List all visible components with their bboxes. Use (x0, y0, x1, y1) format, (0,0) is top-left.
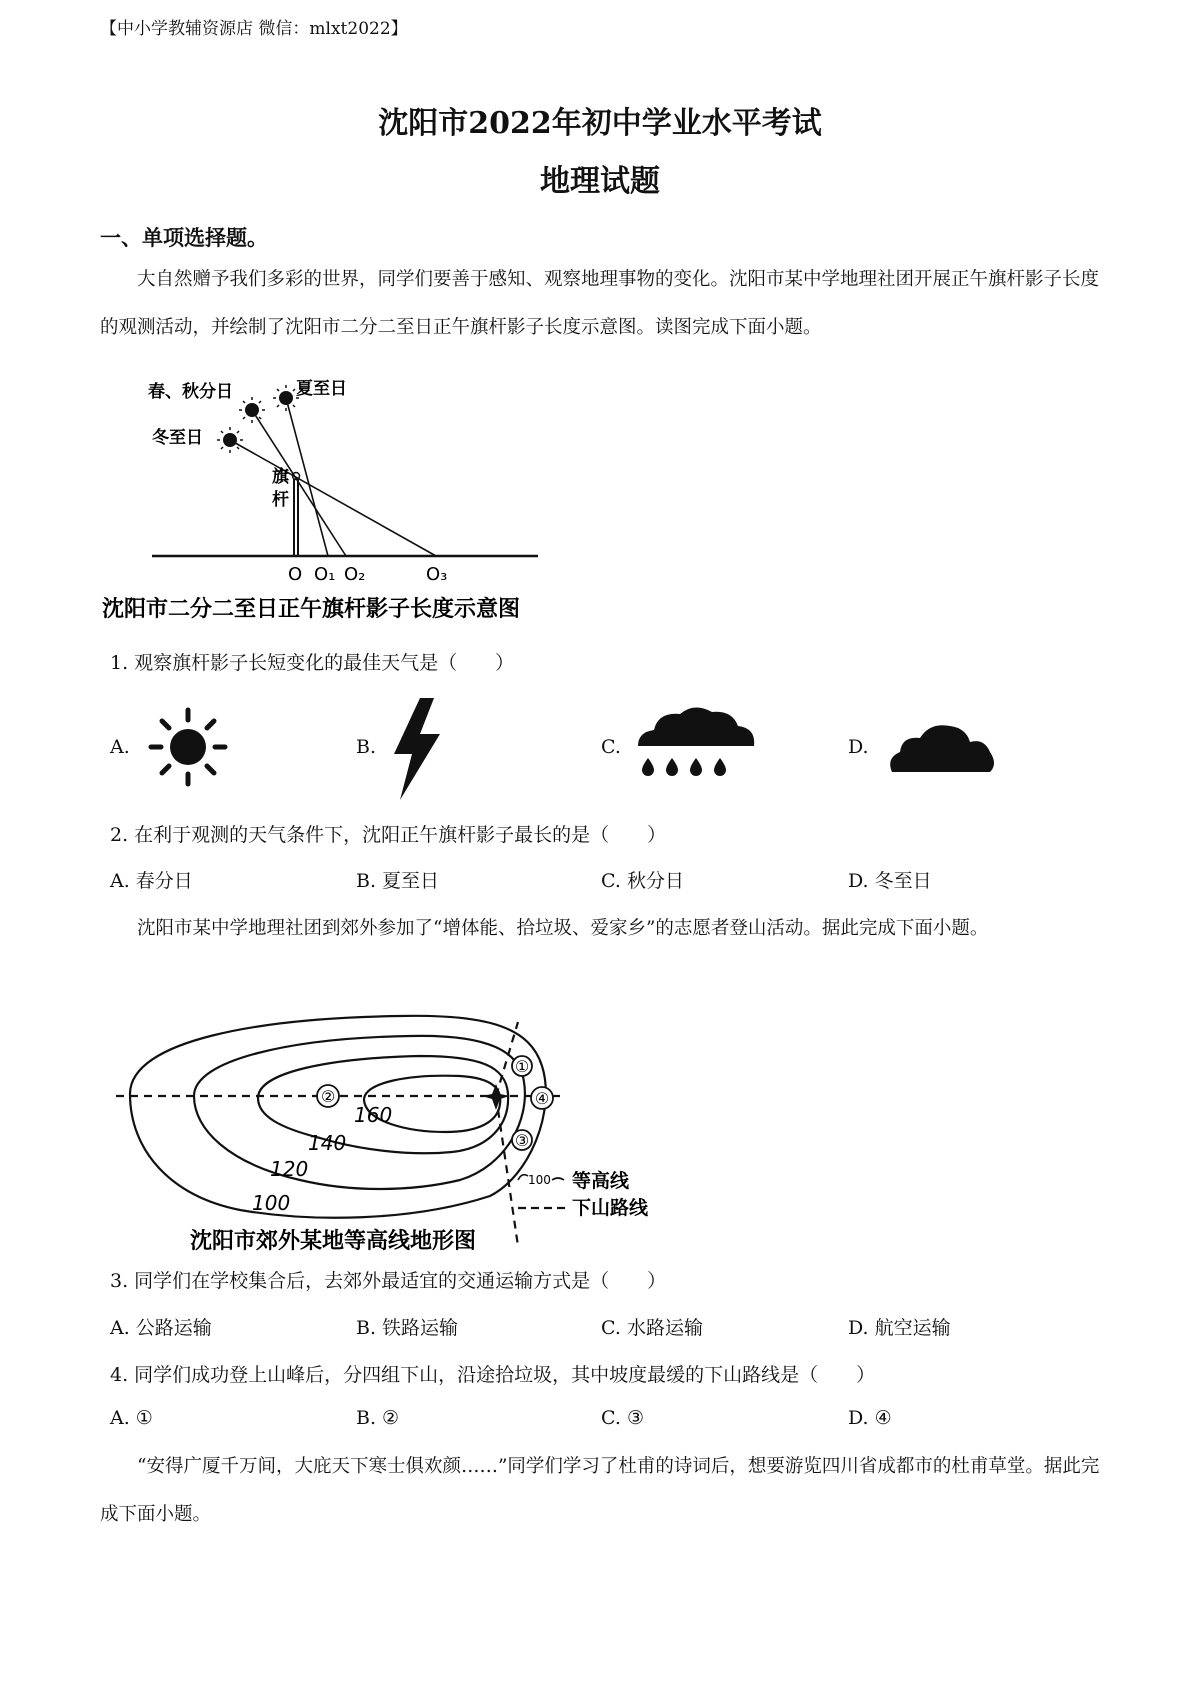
route-marker-1 (512, 1056, 532, 1076)
q2-option-b: B. 夏至日 (356, 870, 440, 892)
q3-option-a: A. 公路运输 (110, 1317, 212, 1339)
contour-lines (130, 1016, 546, 1218)
svg-text:①: ① (514, 1057, 530, 1076)
label-o3: O₃ (426, 564, 448, 585)
question-4: 4. 同学们成功登上山峰后，分四组下山，沿途拾垃圾，其中坡度最缓的下山路线是（ ） (110, 1364, 876, 1386)
route-marker-4 (531, 1087, 553, 1109)
sun-icon (145, 704, 231, 790)
label-winter: 冬至日 (152, 428, 203, 448)
intro-paragraph-2: 沈阳市某中学地理社团到郊外参加了“增体能、拾垃圾、爱家乡”的志愿者登山活动。据此完成下面小题。 (137, 918, 989, 939)
q1-option-b-label: B. (356, 736, 377, 758)
question-1: 1. 观察旗杆影子长短变化的最佳天气是（ ） (110, 652, 515, 674)
contour-label-120: 120 (270, 1157, 309, 1181)
figure1-caption: 沈阳市二分二至日正午旗杆影子长度示意图 (102, 597, 521, 622)
q3-option-c: C. 水路运输 (601, 1317, 703, 1339)
label-o: O (288, 564, 303, 585)
route-marker-3 (512, 1130, 532, 1150)
legend (518, 1169, 649, 1219)
legend-contour-sample: 100 (528, 1173, 551, 1187)
svg-text:③: ③ (514, 1131, 530, 1150)
flagpole (293, 473, 300, 557)
label-o2: O₂ (344, 564, 366, 585)
figure2-caption: 沈阳市郊外某地等高线地形图 (190, 1229, 477, 1254)
legend-route-label: 下山路线 (572, 1197, 649, 1219)
q4-option-b: B. ② (356, 1407, 400, 1429)
peak-icon (482, 1084, 510, 1110)
exam-title: 沈阳市2022年初中学业水平考试 (378, 106, 822, 141)
sun-equinox-icon (239, 397, 265, 423)
label-pole-1: 旗 (272, 467, 289, 487)
contour-map-figure (110, 1000, 710, 1260)
q1-option-a-label: A. (110, 736, 130, 758)
q1-option-d-label: D. (848, 736, 869, 758)
sun-winter-icon (217, 427, 243, 453)
lightning-icon (388, 696, 448, 802)
contour-label-140: 140 (308, 1131, 347, 1155)
intro-paragraph-3: “安得广厦千万间，大庇天下寒士俱欢颜……”同学们学习了杜甫的诗词后，想要游览四川省成都市的杜甫草堂。据此完成下面小题。 (100, 1456, 1100, 1525)
label-pole-2: 杆 (272, 490, 289, 510)
q2-option-d: D. 冬至日 (848, 870, 932, 892)
q1-option-c-label: C. (601, 736, 621, 758)
q4-options (110, 1407, 1090, 1437)
q3-options (110, 1313, 1090, 1343)
legend-contour-label: 等高线 (572, 1170, 630, 1192)
exam-subtitle: 地理试题 (540, 164, 660, 199)
label-summer: 夏至日 (296, 379, 347, 399)
q2-option-a: A. 春分日 (110, 870, 193, 892)
q2-option-c: C. 秋分日 (601, 870, 684, 892)
cloud-icon (886, 720, 998, 778)
question-3: 3. 同学们在学校集合后，去郊外最适宜的交通运输方式是（ ） (110, 1270, 667, 1292)
section-heading: 一、单项选择题。 (100, 225, 268, 250)
svg-text:②: ② (320, 1087, 336, 1106)
q3-option-d: D. 航空运输 (848, 1317, 951, 1339)
label-equinox: 春、秋分日 (148, 382, 233, 402)
contour-label-160: 160 (354, 1103, 393, 1127)
q4-option-d: D. ④ (848, 1407, 892, 1429)
q3-option-b: B. 铁路运输 (356, 1317, 459, 1339)
route-marker-2 (317, 1085, 339, 1107)
label-o1: O₁ (314, 564, 336, 585)
question-2: 2. 在利于观测的天气条件下，沈阳正午旗杆影子最长的是（ ） (110, 824, 667, 846)
q2-options (110, 866, 1090, 896)
svg-text:④: ④ (534, 1089, 550, 1108)
intro-paragraph-1: 大自然赠予我们多彩的世界，同学们要善于感知、观察地理事物的变化。沈阳市某中学地理社团开展正午旗杆影子长度的观测活动，并绘制了沈阳市二分二至日正午旗杆影子长度示意图。读图完成下面小题。 (100, 269, 1100, 338)
q4-option-c: C. ③ (601, 1407, 644, 1429)
q4-option-a: A. ① (110, 1407, 153, 1429)
contour-label-100: 100 (252, 1191, 291, 1215)
rain-cloud-icon (632, 704, 760, 784)
flagpole-shadow-figure (100, 378, 620, 628)
sun-rays (230, 398, 436, 556)
watermark-text: 【中小学教辅资源店 微信：mlxt2022】 (100, 19, 408, 39)
